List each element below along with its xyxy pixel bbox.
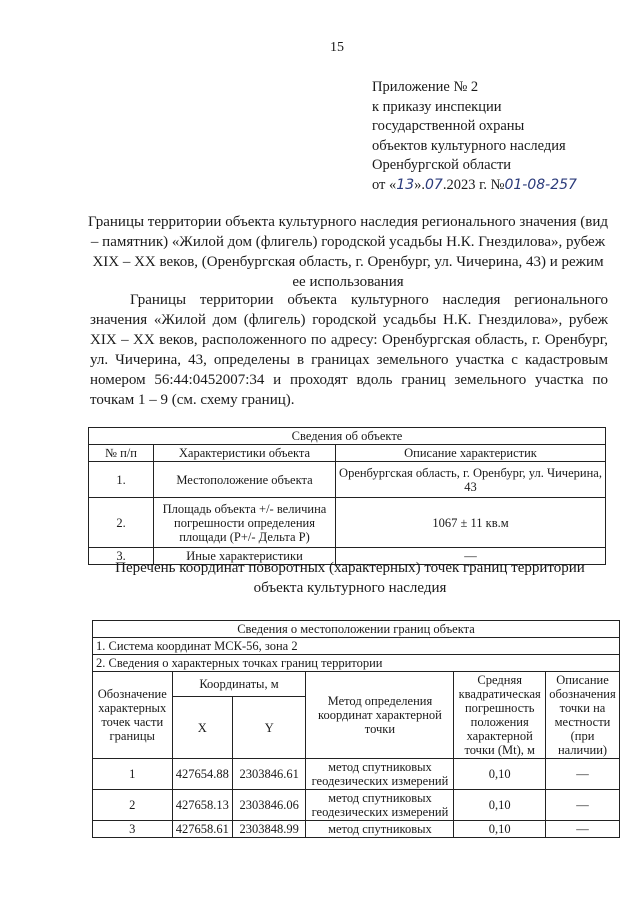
cell-error: 0,10 xyxy=(454,821,546,838)
cell-error: 0,10 xyxy=(454,790,546,821)
cell-description: — xyxy=(545,790,619,821)
row-number: 3. xyxy=(89,548,154,565)
date-year: .2023 г. № xyxy=(442,176,505,193)
cell-error: 0,10 xyxy=(454,759,546,790)
header-y: Y xyxy=(233,697,306,759)
cell-x: 427654.88 xyxy=(172,759,233,790)
cell-y: 2303846.06 xyxy=(233,790,306,821)
header-coordinates: Координаты, м xyxy=(172,672,306,697)
cell-y: 2303846.61 xyxy=(233,759,306,790)
cell-description: — xyxy=(545,821,619,838)
handwritten-month: 07 xyxy=(424,176,443,193)
row-value: Оренбургская область, г. Оренбург, ул. Чичерина, 43 xyxy=(336,462,606,498)
header-error: Средняя квадратическая погрешность положения характерной точки (Mt), м xyxy=(454,672,546,759)
row-number: 1. xyxy=(89,462,154,498)
header-cell: № п/п xyxy=(89,445,154,462)
handwritten-day: 13 xyxy=(396,176,415,193)
cell-method: метод спутниковых геодезических измерений xyxy=(306,790,454,821)
table-row xyxy=(93,821,620,838)
handwritten-order-number: 01-08-257 xyxy=(504,176,577,193)
row-name: Местоположение объекта xyxy=(154,462,336,498)
appendix-line: к приказу инспекции xyxy=(372,98,502,115)
coordinate-system: 1. Система координат МСК-56, зона 2 xyxy=(93,638,620,655)
table-caption: Сведения о местоположении границ объекта xyxy=(93,621,620,638)
table-row xyxy=(93,759,620,790)
page-number: 15 xyxy=(330,40,344,55)
row-name: Иные характеристики xyxy=(154,548,336,565)
table-row xyxy=(89,498,606,548)
header-x: X xyxy=(172,697,233,759)
table-caption: Сведения об объекте xyxy=(89,428,606,445)
cell-point: 3 xyxy=(93,821,173,838)
cell-point: 2 xyxy=(93,790,173,821)
cell-x: 427658.61 xyxy=(172,821,233,838)
header-cell: Описание характеристик xyxy=(336,445,606,462)
cell-point: 1 xyxy=(93,759,173,790)
appendix-date-line xyxy=(372,176,577,196)
cell-method: метод спутниковых xyxy=(306,821,454,838)
cell-method: метод спутниковых геодезических измерений xyxy=(306,759,454,790)
date-prefix: от « xyxy=(372,176,397,193)
coordinates-list-title: Перечень координат поворотных (характерных) точек границ территории объекта культурного наследия xyxy=(115,560,585,596)
section-heading: 2. Сведения о характерных точках границ территории xyxy=(93,655,620,672)
table-row xyxy=(89,462,606,498)
intro-paragraph: Границы территории объекта культурного наследия регионального значения «Жилой дом (флигель) городской усадьбы Н.К. Гнездилова», рубеж XIX – XX веков, расположенного по адресу: Оренбургская область, г. Оренбург, ул. Чичерина, 43, определены в границах земельного участка с кадастровым номером 56:44:0452007:34 и проходят вдоль границ земельного участка по точкам 1 – 9 (см. схему границ). xyxy=(90,292,608,408)
object-info-table xyxy=(88,427,606,565)
appendix-line: государственной охраны xyxy=(372,118,525,134)
header-point: Обозначение характерных точек части границы xyxy=(93,672,173,759)
table-row xyxy=(93,790,620,821)
appendix-block xyxy=(372,78,577,195)
row-name: Площадь объекта +/- величина погрешности определения площади (Р+/- Дельта Р) xyxy=(154,498,336,548)
appendix-line: объектов культурного наследия xyxy=(372,137,566,154)
appendix-line: Оренбургской области xyxy=(372,157,512,173)
cell-x: 427658.13 xyxy=(172,790,233,821)
row-value: — xyxy=(336,548,606,565)
date-mid: ». xyxy=(414,176,425,193)
cell-y: 2303848.99 xyxy=(233,821,306,838)
row-number: 2. xyxy=(89,498,154,548)
document-title: Границы территории объекта культурного наследия регионального значения (вид – памятник) «Жилой дом (флигель) городской усадьбы Н.К. Гнездилова», рубеж XIX – XX веков, (Оренбургская область, г. Оренбург, ул. Чичерина, 43) и режим ее использования xyxy=(88,214,608,290)
header-method: Метод определения координат характерной точки xyxy=(306,672,454,759)
row-value: 1067 ± 11 кв.м xyxy=(336,498,606,548)
cell-description: — xyxy=(545,759,619,790)
coordinates-table xyxy=(92,620,620,838)
header-description: Описание обозначения точки на местности (при наличии) xyxy=(545,672,619,759)
header-cell: Характеристики объекта xyxy=(154,445,336,462)
appendix-line: Приложение № 2 xyxy=(372,79,479,95)
